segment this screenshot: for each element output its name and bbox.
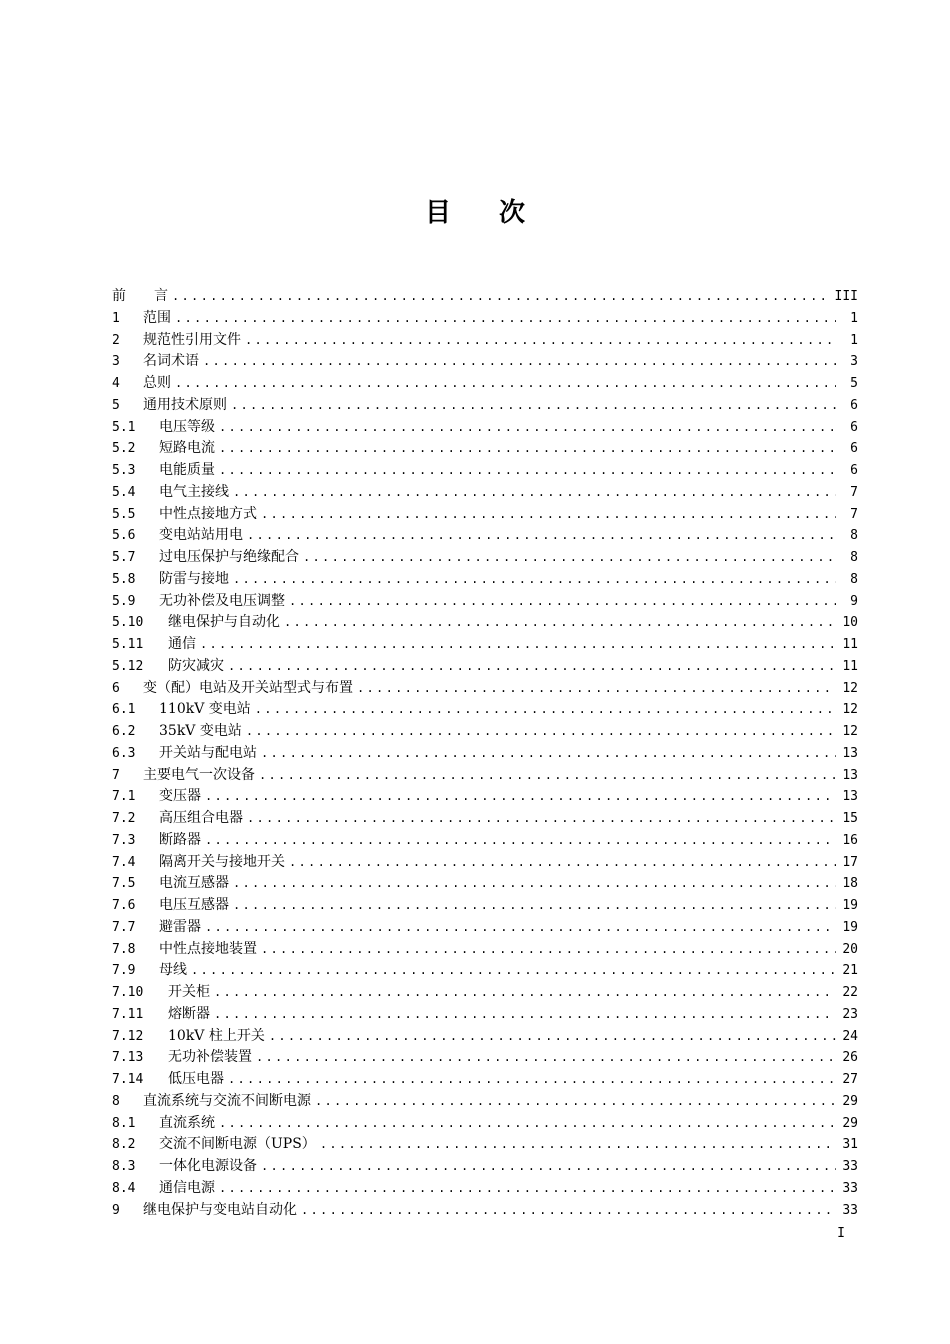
toc-entry-page: 6 — [850, 419, 858, 435]
toc-dot-leader — [320, 1134, 836, 1156]
toc-title-part1: 目 — [424, 198, 451, 228]
toc-entry-label: 断路器 — [159, 831, 201, 848]
toc-entry-number: 5.5 — [112, 506, 136, 522]
toc-entry-number: 7.13 — [112, 1050, 144, 1066]
toc-dot-leader — [289, 591, 836, 613]
toc-entry-page: 15 — [842, 811, 858, 826]
toc-entry-number: 5.12 — [112, 658, 144, 674]
toc-dot-leader — [246, 721, 836, 743]
page-number: I — [837, 1226, 845, 1241]
toc-entry[interactable] — [112, 504, 858, 526]
toc-entry-page: 7 — [850, 506, 858, 522]
toc-entry-page: 3 — [850, 354, 858, 370]
toc-entry-page: 17 — [842, 854, 858, 870]
toc-entry-number: 7.5 — [112, 876, 136, 892]
toc-entry-number: 5.1 — [112, 419, 136, 435]
toc-entry-number: 5.8 — [112, 571, 136, 587]
toc-entry-label: 变电站站用电 — [159, 527, 243, 544]
toc-entry-label: 前 言 — [112, 288, 168, 304]
toc-entry-label: 隔离开关与接地开关 — [159, 853, 285, 870]
toc-entry[interactable] — [112, 482, 858, 504]
toc-entry-page: 6 — [850, 463, 858, 478]
toc-entry-page: 12 — [842, 702, 858, 718]
toc-dot-leader — [205, 830, 836, 852]
toc-entry-label: 开关柜 — [168, 984, 210, 1000]
toc-dot-leader — [200, 634, 836, 656]
toc-entry-label: 熔断器 — [168, 1005, 210, 1022]
toc-dot-leader — [269, 1026, 836, 1048]
toc-entry-number: 6.1 — [112, 702, 136, 718]
toc-dot-leader — [205, 917, 836, 939]
toc-entry[interactable] — [112, 1156, 858, 1178]
toc-dot-leader — [261, 504, 836, 526]
table-of-contents — [112, 286, 858, 1221]
toc-dot-leader — [301, 1200, 836, 1222]
toc-entry[interactable] — [112, 634, 858, 656]
toc-entry[interactable] — [112, 873, 858, 895]
toc-entry-page: 13 — [842, 745, 858, 761]
toc-dot-leader — [233, 895, 836, 917]
toc-entry[interactable] — [112, 830, 858, 852]
toc-entry[interactable] — [112, 395, 858, 417]
toc-entry-label: 电压互感器 — [159, 897, 229, 913]
toc-entry-page: 29 — [842, 1093, 858, 1109]
toc-entry-label: 继电保护与变电站自动化 — [143, 1201, 297, 1218]
toc-entry-number: 5.7 — [112, 550, 136, 565]
toc-entry[interactable] — [112, 612, 858, 634]
toc-entry-label: 电气主接线 — [159, 483, 229, 500]
toc-entry-page: 1 — [850, 310, 858, 326]
toc-entry-page: 8 — [850, 550, 858, 565]
toc-entry[interactable] — [112, 1026, 858, 1048]
toc-dot-leader — [357, 678, 836, 700]
toc-dot-leader — [245, 330, 836, 352]
toc-entry-page: 7 — [850, 484, 858, 500]
toc-dot-leader — [219, 1178, 836, 1200]
toc-entry-page: 1 — [850, 332, 858, 348]
toc-entry-page: 33 — [842, 1202, 858, 1218]
toc-entry-label: 直流系统 — [159, 1114, 215, 1131]
toc-entry-number: 7 — [112, 767, 120, 783]
toc-entry[interactable] — [112, 743, 858, 765]
toc-entry-label: 低压电器 — [168, 1071, 224, 1087]
toc-entry[interactable] — [112, 308, 858, 330]
toc-entry[interactable] — [112, 438, 858, 460]
toc-entry-page: 22 — [842, 985, 858, 1000]
toc-entry[interactable] — [112, 569, 858, 591]
toc-entry-number: 6.2 — [112, 724, 136, 739]
toc-dot-leader — [261, 1156, 836, 1178]
toc-entry-page: 10 — [842, 615, 858, 631]
toc-dot-leader — [175, 373, 836, 395]
toc-entry-number: 8.4 — [112, 1180, 136, 1196]
toc-entry[interactable] — [112, 1069, 858, 1091]
toc-entry-label: 电能质量 — [159, 462, 215, 478]
toc-entry-number: 7.2 — [112, 811, 136, 826]
toc-entry-page: III — [834, 289, 858, 304]
toc-entry-page: 9 — [850, 593, 858, 609]
toc-entry-page: 20 — [842, 941, 858, 957]
toc-entry-label: 通用技术原则 — [143, 396, 227, 413]
toc-entry-label: 35kV 变电站 — [159, 723, 242, 739]
toc-entry-number: 7.7 — [112, 919, 136, 935]
toc-entry-label: 10kV 柱上开关 — [168, 1027, 265, 1044]
toc-entry-number: 7.10 — [112, 985, 144, 1000]
toc-entry[interactable] — [112, 1178, 858, 1200]
toc-entry-label: 母线 — [159, 962, 187, 979]
toc-entry[interactable] — [112, 1047, 858, 1069]
toc-entry-number: 1 — [112, 310, 120, 326]
toc-entry-page: 13 — [842, 767, 858, 783]
toc-entry[interactable] — [112, 351, 858, 373]
toc-entry[interactable] — [112, 1200, 858, 1222]
toc-entry[interactable] — [112, 591, 858, 613]
toc-entry-label: 电流互感器 — [159, 875, 229, 892]
toc-entry-page: 6 — [850, 397, 858, 413]
toc-entry[interactable] — [112, 525, 858, 547]
toc-entry-page: 12 — [842, 680, 858, 696]
toc-entry-label: 主要电气一次设备 — [143, 766, 255, 783]
toc-dot-leader — [303, 547, 836, 569]
toc-dot-leader — [219, 417, 836, 439]
toc-dot-leader — [203, 351, 836, 373]
toc-entry-page: 23 — [842, 1006, 858, 1022]
toc-entry-label: 短路电流 — [159, 440, 215, 457]
toc-dot-leader — [233, 873, 836, 895]
toc-entry[interactable] — [112, 656, 858, 678]
toc-entry[interactable] — [112, 373, 858, 395]
toc-dot-leader — [219, 438, 836, 460]
toc-entry-page: 21 — [842, 963, 858, 979]
toc-entry-number: 5.3 — [112, 463, 136, 478]
toc-entry[interactable] — [112, 460, 858, 482]
toc-entry-page: 8 — [850, 571, 858, 587]
toc-entry-number: 5.4 — [112, 484, 136, 500]
toc-entry[interactable] — [112, 765, 858, 787]
toc-entry[interactable] — [112, 808, 858, 830]
toc-dot-leader — [259, 765, 836, 787]
toc-entry-page: 13 — [842, 789, 858, 805]
toc-dot-leader — [219, 460, 836, 482]
toc-entry-label: 中性点接地装置 — [159, 940, 257, 957]
toc-entry-page: 8 — [850, 528, 858, 544]
toc-dot-leader — [214, 1004, 836, 1026]
toc-entry[interactable] — [112, 330, 858, 352]
toc-dot-leader — [205, 786, 836, 808]
toc-entry-number: 8 — [112, 1093, 120, 1109]
toc-entry-number: 7.3 — [112, 832, 136, 848]
toc-dot-leader — [231, 395, 836, 417]
toc-dot-leader — [172, 286, 831, 308]
toc-dot-leader — [228, 656, 836, 678]
toc-dot-leader — [284, 612, 836, 634]
toc-entry-label: 防灾减灾 — [168, 657, 224, 674]
toc-entry-number: 5.10 — [112, 615, 144, 631]
toc-entry-label: 110kV 变电站 — [159, 701, 251, 718]
toc-entry-label: 避雷器 — [159, 918, 201, 935]
toc-entry-page: 33 — [842, 1159, 858, 1174]
toc-entry[interactable] — [112, 982, 858, 1004]
toc-entry-label: 高压组合电器 — [159, 810, 243, 826]
toc-entry[interactable] — [112, 417, 858, 439]
toc-dot-leader — [255, 699, 836, 721]
toc-entry-number: 8.2 — [112, 1137, 136, 1153]
toc-entry[interactable] — [112, 895, 858, 917]
toc-entry-label: 无功补偿装置 — [168, 1049, 252, 1066]
toc-entry-page: 24 — [842, 1028, 858, 1044]
toc-entry[interactable] — [112, 721, 858, 743]
toc-dot-leader — [228, 1069, 836, 1091]
toc-entry-label: 通信电源 — [159, 1179, 215, 1196]
toc-dot-leader — [289, 852, 836, 874]
toc-entry-label: 继电保护与自动化 — [168, 614, 280, 631]
toc-entry[interactable] — [112, 852, 858, 874]
toc-entry-page: 5 — [850, 376, 858, 391]
toc-entry-label: 无功补偿及电压调整 — [159, 592, 285, 609]
toc-entry-number: 5.6 — [112, 528, 136, 544]
toc-entry-number: 5.9 — [112, 593, 136, 609]
toc-entry-page: 26 — [842, 1050, 858, 1066]
toc-entry[interactable] — [112, 547, 858, 569]
toc-entry-number: 7.4 — [112, 854, 136, 870]
toc-entry[interactable] — [112, 1004, 858, 1026]
toc-entry-label: 中性点接地方式 — [159, 505, 257, 522]
toc-entry-page: 19 — [842, 898, 858, 913]
toc-entry-label: 规范性引用文件 — [143, 331, 241, 348]
toc-entry-page: 6 — [850, 441, 858, 457]
toc-entry-number: 7.14 — [112, 1072, 144, 1087]
toc-entry-page: 12 — [842, 724, 858, 739]
toc-entry-number: 4 — [112, 376, 120, 391]
toc-entry-number: 7.6 — [112, 898, 136, 913]
toc-entry-label: 交流不间断电源（UPS） — [159, 1136, 316, 1153]
toc-dot-leader — [191, 960, 836, 982]
toc-dot-leader — [233, 569, 836, 591]
toc-entry-label: 直流系统与交流不间断电源 — [143, 1092, 311, 1109]
toc-entry[interactable] — [112, 699, 858, 721]
toc-entry-number: 2 — [112, 332, 120, 348]
toc-entry[interactable] — [112, 1091, 858, 1113]
toc-entry-number: 8.3 — [112, 1159, 136, 1174]
toc-entry-page: 27 — [842, 1072, 858, 1087]
toc-entry[interactable] — [112, 917, 858, 939]
toc-entry-number: 5 — [112, 397, 120, 413]
toc-entry-number: 8.1 — [112, 1115, 136, 1131]
toc-entry-page: 11 — [842, 637, 858, 652]
toc-entry-label: 防雷与接地 — [159, 570, 229, 587]
toc-entry-page: 16 — [842, 832, 858, 848]
toc-entry-label: 通信 — [168, 636, 196, 652]
toc-entry-label: 总则 — [143, 375, 171, 391]
toc-entry-number: 7.1 — [112, 789, 136, 805]
toc-entry[interactable] — [112, 1113, 858, 1135]
toc-entry-number: 9 — [112, 1202, 120, 1218]
toc-title-part2: 次 — [499, 198, 526, 228]
toc-dot-leader — [214, 982, 836, 1004]
toc-entry[interactable] — [112, 1134, 858, 1156]
toc-entry-number: 5.11 — [112, 637, 144, 652]
toc-dot-leader — [315, 1091, 836, 1113]
toc-entry-page: 33 — [842, 1180, 858, 1196]
toc-entry-number: 5.2 — [112, 441, 136, 457]
toc-entry-label: 名词术语 — [143, 353, 199, 370]
toc-dot-leader — [261, 743, 836, 765]
toc-entry-page: 19 — [842, 919, 858, 935]
toc-entry-number: 7.8 — [112, 941, 136, 957]
toc-entry-label: 范围 — [143, 309, 171, 326]
toc-entry-page: 31 — [842, 1137, 858, 1153]
toc-entry-number: 6.3 — [112, 745, 136, 761]
toc-title — [0, 192, 950, 229]
toc-entry[interactable] — [112, 960, 858, 982]
toc-dot-leader — [175, 308, 836, 330]
toc-entry[interactable] — [112, 678, 858, 700]
toc-entry-number: 7.11 — [112, 1006, 144, 1022]
toc-dot-leader — [219, 1113, 836, 1135]
toc-entry-number: 3 — [112, 354, 120, 370]
toc-dot-leader — [256, 1047, 836, 1069]
toc-entry-number: 7.12 — [112, 1028, 144, 1044]
toc-entry[interactable] — [112, 286, 858, 308]
toc-entry[interactable] — [112, 786, 858, 808]
toc-entry-label: 一体化电源设备 — [159, 1158, 257, 1174]
toc-dot-leader — [233, 482, 836, 504]
toc-dot-leader — [247, 525, 836, 547]
toc-entry-label: 过电压保护与绝缘配合 — [159, 549, 299, 565]
toc-entry-number: 6 — [112, 680, 120, 696]
toc-entry-page: 18 — [842, 876, 858, 892]
toc-entry-label: 开关站与配电站 — [159, 744, 257, 761]
toc-entry[interactable] — [112, 939, 858, 961]
toc-entry-label: 变压器 — [159, 788, 201, 805]
toc-entry-label: 电压等级 — [159, 418, 215, 435]
toc-entry-number: 7.9 — [112, 963, 136, 979]
toc-entry-page: 11 — [842, 658, 858, 674]
toc-dot-leader — [247, 808, 836, 830]
toc-entry-page: 29 — [842, 1115, 858, 1131]
toc-dot-leader — [261, 939, 836, 961]
toc-entry-label: 变（配）电站及开关站型式与布置 — [143, 679, 353, 696]
